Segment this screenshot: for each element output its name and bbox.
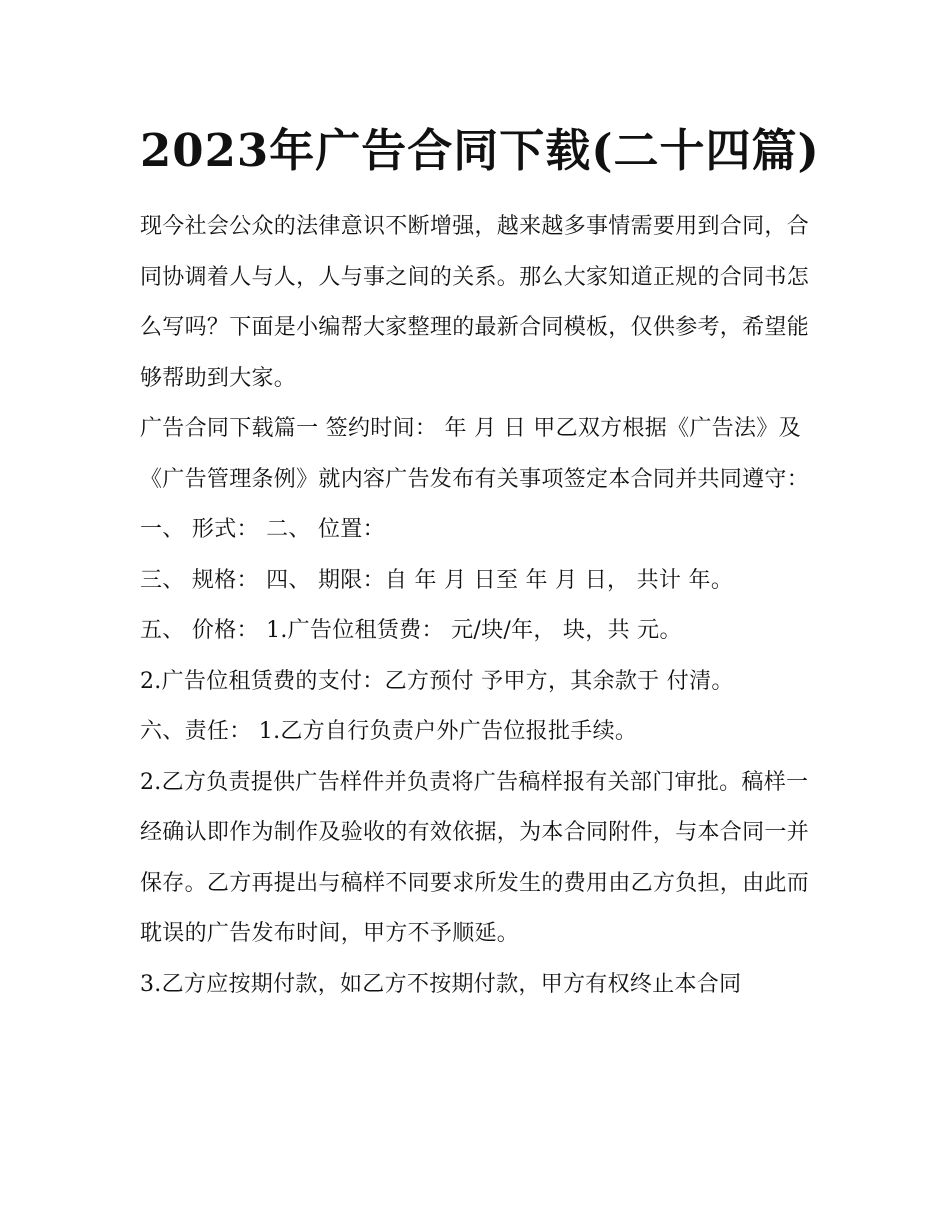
document-page: [140, 112, 820, 1010]
paragraph-responsibility-1: 六、责任： 1.乙方自行负责户外广告位报批手续。: [140, 719, 638, 744]
paragraph-responsibility-2: 2.乙方负责提供广告样件并负责将广告稿样报有关部门审批。稿样一经确认即作为制作及验收的有效依据，为本合同附件，与本合同一并保存。乙方再提出与稿样不同要求所发生的费用由乙方负担，由此而耽误的广告发布时间，甲方不予顺延。: [140, 769, 810, 946]
paragraph-payment: 2.广告位租赁费的支付：乙方预付 予甲方，其余款于 付清。: [140, 668, 734, 694]
paragraph-spec-term: 三、 规格： 四、 期限：自 年 月 日至 年 月 日， 共计 年。: [140, 567, 734, 593]
paragraph-responsibility-3: 3.乙方应按期付款，如乙方不按期付款，甲方有权终止本合同: [140, 971, 742, 997]
paragraph-price: 五、 价格： 1.广告位租赁费： 元/块/年， 块，共 元。: [140, 618, 682, 643]
paragraph-contract-intro: 广告合同下载篇一 签约时间： 年 月 日 甲乙双方根据《广告法》及《广告管理条例》就内容广告发布有关事项签定本合同并共同遵守： 一、 形式： 二、 位置：: [140, 416, 810, 542]
paragraph-intro: 现今社会公众的法律意识不断增强，越来越多事情需要用到合同，合同协调着人与人，人与事之间的关系。那么大家知道正规的合同书怎么写吗？下面是小编帮大家整理的最新合同模板，仅供参考，希望能够帮助到大家。: [140, 214, 810, 391]
document-title: 2023年广告合同下载(二十四篇): [140, 124, 820, 177]
